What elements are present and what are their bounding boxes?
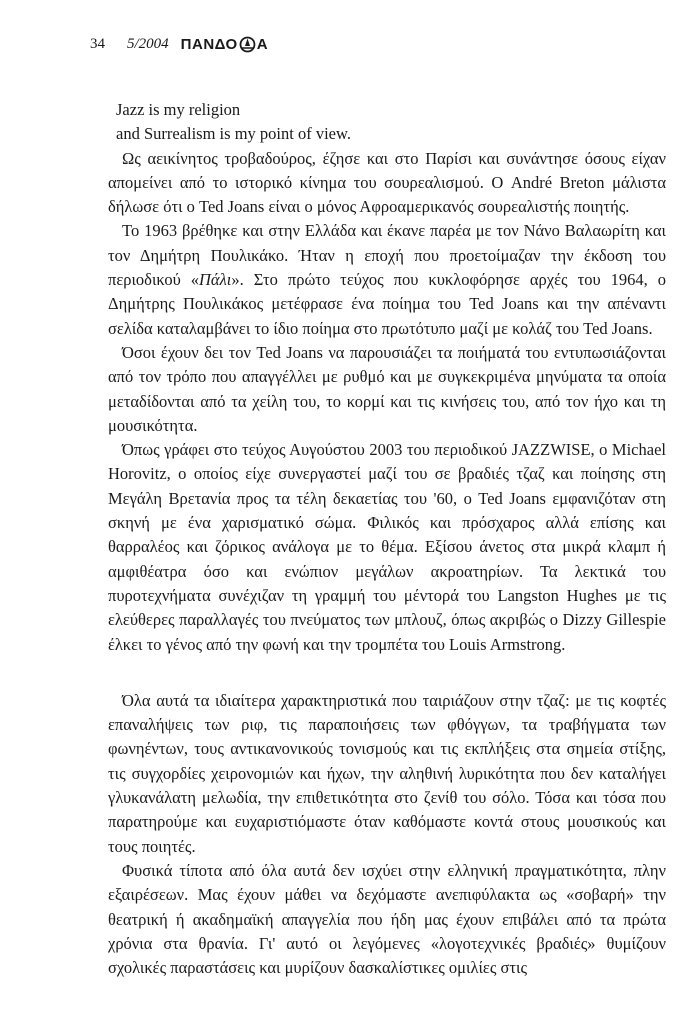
page-header	[90, 36, 268, 53]
paragraph-greece-text-a: Το 1963 βρέθηκε και στην Ελλάδα και έκανε παρέα με τον Νάνο Βαλαωρίτη και τον Δημήτρη Πουλικάκο. Ήταν η εποχή που προετοίμαζαν την έκδοση του περιοδικού «	[108, 221, 666, 290]
magazine-title-pali: Πάλι	[199, 270, 232, 290]
quote-line-2: and Surrealism is my point of view.	[116, 124, 351, 144]
article-body	[108, 98, 666, 980]
paragraph-greece-1963	[108, 219, 666, 340]
section-gap	[108, 657, 666, 689]
paragraph-breton: Ως αεικίνητος τροβαδούρος, έζησε και στο Παρίσι και συνάντησε όσους είχαν απομείνει από το ιστορικό κίνημα του σουρεαλισμού. Ο André Breton μάλιστα δήλωσε ότι ο Ted Joans είναι ο μόνος Αφροαμερικανός σουρεαλιστής ποιητής.	[108, 148, 666, 217]
paragraph-performance: Όσοι έχουν δει τον Ted Joans να παρουσιάζει τα ποιήματά του εντυπωσιάζονται από τον τρόπο που απαγγέλλει με ρυθμό και με συγκεκριμένα μηνύματα τα οποία μεταδίδονται από τα χείλη του, το κορμί και τις κινήσεις του, από τον ήχο και τη μουσικότητα.	[108, 342, 666, 435]
magazine-name-part1: ΠΑΝΔΟ	[180, 36, 238, 53]
issue-date: 5/2004	[127, 36, 169, 52]
paragraph-greek-reality: Φυσικά τίποτα από όλα αυτά δεν ισχύει στην ελληνική πραγματικότητα, πλην εξαιρέσεων. Μας έχουν μάθει να δεχόμαστε ανεπιφύλακτα ως «σοβαρή» την θεατρική ή ακαδημαϊκή απαγγελία που ήδη μας έχουν επιβάλει από τα πρώτα χρόνια στα θρανία. Γι' αυτό οι λεγόμενες «λογοτεχνικές βραδιές» θυμίζουν σχολικές παραστάσεις και μυρίζουν δασκαλίστικες ομιλίες στις	[108, 860, 666, 978]
paragraph-greece-text-b: ». Στο πρώτο τεύχος που κυκλοφόρησε αρχές του 1964, ο Δημήτρης Πουλικάκος μετέφρασε ένα ποίημα του Ted Joans και την απέναντι σελίδα καταλαμβάνει το ίδιο ποίημα στο πρωτότυπο μαζί με κολάζ του Ted Joans.	[108, 270, 666, 338]
quote-line-1: Jazz is my religion	[116, 100, 241, 119]
magazine-logo	[181, 36, 268, 53]
magazine-name-part2: Α	[256, 36, 269, 53]
paragraph-jazz-traits: Όλα αυτά τα ιδιαίτερα χαρακτηριστικά που ταιριάζουν στην τζαζ: με τις κοφτές επαναλήψεις των ριφ, τις παραποιήσεις των φθόγγων, τα τραβήγματα των φωνηέντων, τους αντικανονικούς τονισμούς και τις εκπλήξεις στα σημεία στίξης, τις συγχορδίες χειρονομιών και ήχων, την αληθινή λυρικότητα που δεν καταλήγει γλυκανάλατη μελωδία, την επιθετικότητα στο ζενίθ του σόλο. Τόσα και τόσα που παρατηρούμε και ευχαριστιόμαστε όταν καθόμαστε κοντά στους μουσικούς και τους ποιητές.	[108, 690, 666, 856]
page-number: 34	[90, 36, 105, 52]
paragraph-jazzwise: Όπως γράφει στο τεύχος Αυγούστου 2003 του περιοδικού JAZZWISE, ο Michael Horovitz, ο οποίος είχε συνεργαστεί μαζί του σε βραδιές τζαζ και ποίησης στη Μεγάλη Βρετανία προς τα τέλη δεκαετίας του '60, ο Ted Joans εμφανιζόταν στη σκηνή με ένα χαρισματικό σώμα. Φιλικός και πρόσχαρος αλλά επίσης και θαρραλέος και ζόρικος ανάλογα με το θέμα. Εξίσου άνετος στα μικρά κλαμπ ή αμφιθέατρα όσο και ενώπιον μεγάλων ακροατηρίων. Τα λεκτικά του πυροτεχνήματα συνέχιζαν τη γραμμή του μέντορά του Langston Hughes με τις ελεύθερες παραλλαγές του πνεύματος των μπλουζ, όπως ακριβώς ο Dizzy Gillespie έλκει το γένος από την φωνή και την τρομπέτα του Louis Armstrong.	[108, 440, 666, 654]
compass-circle-icon	[239, 36, 256, 53]
